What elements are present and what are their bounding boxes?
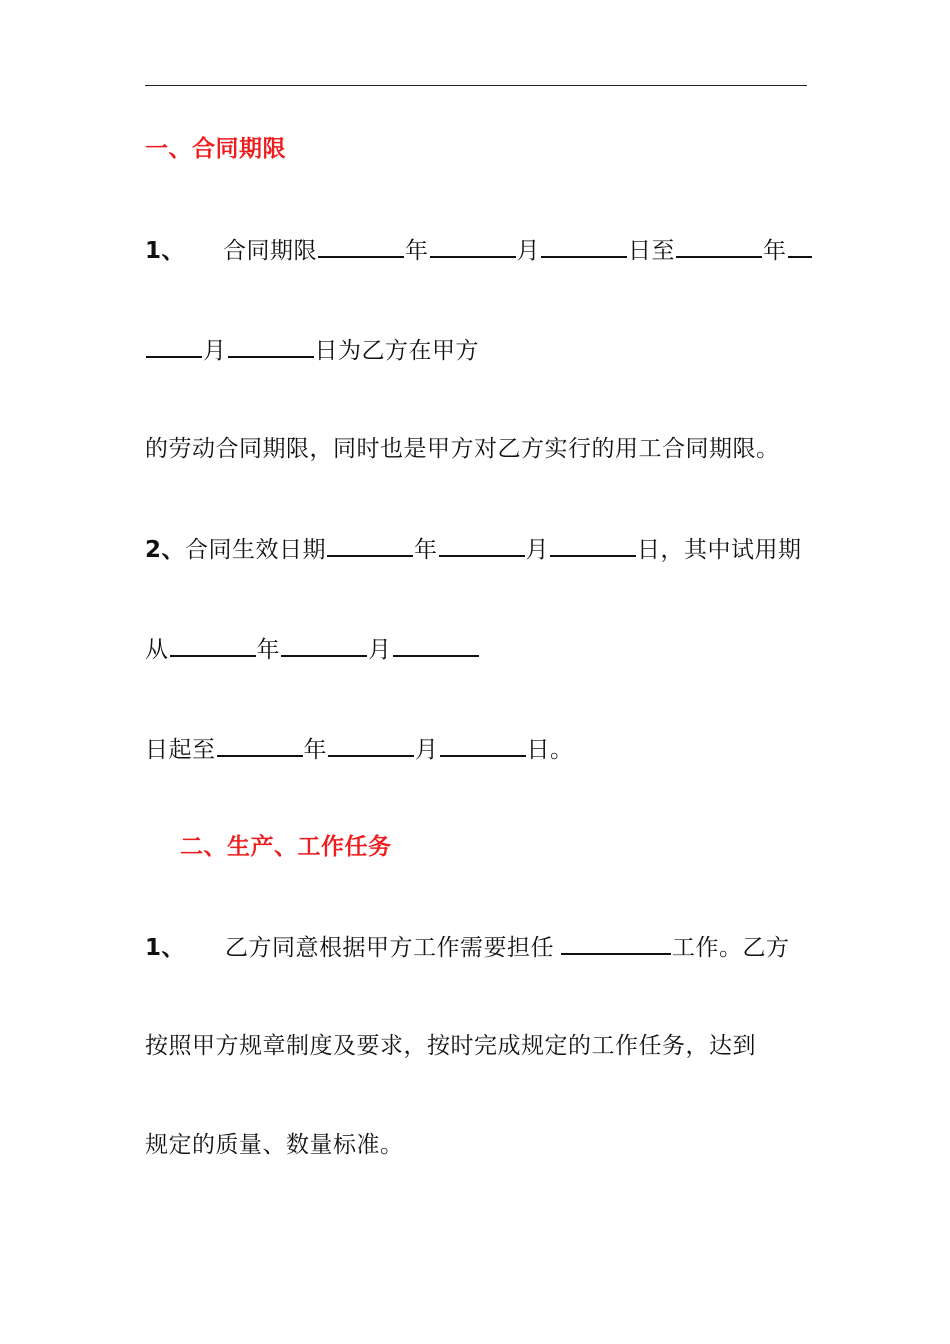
blank-end-month-part1[interactable]: [788, 234, 812, 258]
blank-trial-start-year[interactable]: [170, 633, 256, 657]
blank-start-year[interactable]: [318, 234, 404, 258]
blank-start-day[interactable]: [541, 234, 627, 258]
blank-trial-end-month[interactable]: [328, 733, 414, 757]
work-task-line-3: 规定的质量、数量标准。: [145, 1132, 404, 1158]
label-year: 年: [256, 637, 280, 663]
header-rule: [145, 85, 807, 86]
label-contract-term: 合同期限: [223, 238, 318, 264]
item-number: 1、: [145, 935, 186, 961]
label-year: 年: [303, 737, 327, 763]
contract-term-line-3: 的劳动合同期限，同时也是甲方对乙方实行的用工合同期限。: [145, 436, 780, 462]
label-day-end: 日。: [526, 737, 574, 763]
label-year: 年: [763, 238, 787, 264]
effective-date-line-1: [145, 533, 802, 565]
item-number: 2、: [145, 537, 186, 563]
label-month: 月: [203, 338, 227, 364]
trial-period-line-1: [145, 633, 480, 665]
blank-job-title[interactable]: [561, 931, 671, 955]
contract-term-line-2: [145, 334, 479, 366]
label-day-trial: 日，其中试用期: [637, 537, 802, 563]
trial-period-line-2: [145, 733, 574, 765]
label-effective-date: 合同生效日期: [185, 537, 327, 563]
blank-end-day[interactable]: [228, 334, 314, 358]
label-from: 从: [145, 637, 169, 663]
label-day-to: 日至: [628, 238, 676, 264]
label-month: 月: [525, 537, 550, 563]
blank-trial-end-year[interactable]: [217, 733, 303, 757]
blank-end-month-part2[interactable]: [146, 334, 202, 358]
label-tail: 日为乙方在甲方: [314, 338, 479, 364]
label-year: 年: [414, 537, 438, 563]
blank-trial-start-month[interactable]: [281, 633, 367, 657]
label-work-suffix: 工作。乙方: [672, 935, 790, 961]
blank-effective-year[interactable]: [327, 533, 413, 557]
label-month: 月: [516, 238, 541, 264]
blank-trial-end-day[interactable]: [440, 733, 526, 757]
work-task-line-2: 按照甲方规章制度及要求，按时完成规定的工作任务，达到: [145, 1033, 756, 1059]
work-task-line-1: [145, 931, 790, 963]
item-number: 1、: [145, 238, 186, 264]
blank-end-year[interactable]: [676, 234, 762, 258]
label-month: 月: [415, 737, 439, 763]
label-month: 月: [368, 637, 392, 663]
label-day-from: 日起至: [145, 737, 216, 763]
section-1-heading: 一、合同期限: [145, 136, 286, 162]
blank-trial-start-day[interactable]: [393, 633, 479, 657]
blank-effective-month[interactable]: [439, 533, 525, 557]
blank-start-month[interactable]: [430, 234, 516, 258]
blank-effective-day[interactable]: [550, 533, 636, 557]
section-2-heading: 二、生产、工作任务: [180, 834, 392, 860]
label-work-prefix: 乙方同意根据甲方工作需要担任: [225, 935, 555, 961]
contract-term-line-1: [145, 234, 813, 266]
label-year: 年: [405, 238, 429, 264]
